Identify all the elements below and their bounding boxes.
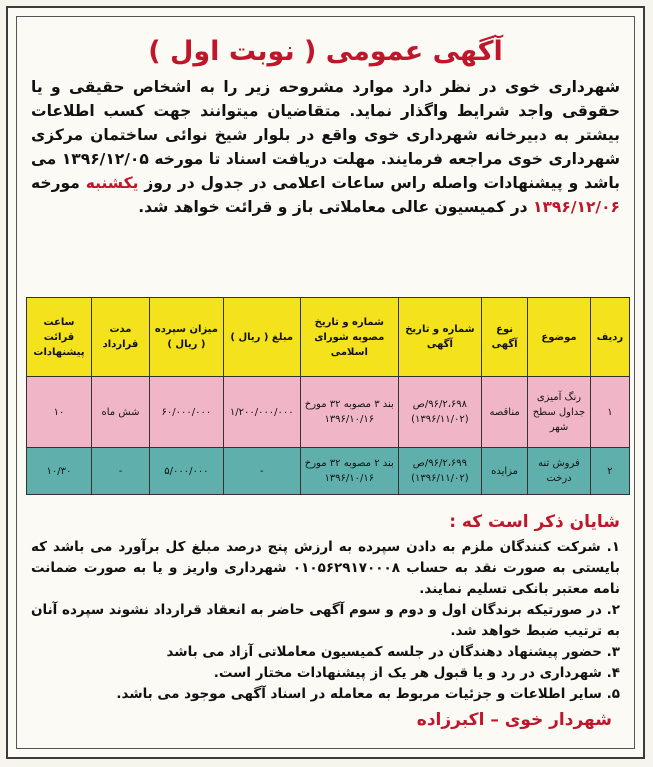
intro-date: ۱۳۹۶/۱۲/۰۶ — [532, 198, 620, 216]
cell-type: مزایده — [481, 448, 527, 495]
cell-resolution: بند ۲ مصوبه ۳۲ مورخ ۱۳۹۶/۱۰/۱۶ — [300, 448, 398, 495]
cell-resolution: بند ۳ مصوبه ۳۲ مورخ ۱۳۹۶/۱۰/۱۶ — [300, 377, 398, 448]
cell-type: مناقصه — [481, 377, 527, 448]
cell-duration: شش ماه — [91, 377, 149, 448]
table-row — [27, 377, 630, 448]
col-row-number: ردیف — [590, 298, 629, 377]
signature: شهردار خوی – اکبرزاده — [416, 710, 612, 730]
col-amount: مبلغ ( ریال ) — [223, 298, 300, 377]
col-notice-number: شماره و تاریخ آگهی — [398, 298, 481, 377]
table-row — [27, 448, 630, 495]
col-opening-time: ساعت قرائت پیشنهادات — [27, 298, 92, 377]
cell-opening-time: ۱۰ — [27, 377, 92, 448]
note-item: ۳. حضور پیشنهاد دهندگان در جلسه کمیسیون معاملاتی آزاد می باشد — [166, 644, 620, 660]
notice-title: آگهی عمومی ( نوبت اول ) — [148, 36, 503, 67]
cell-notice-number: ۹۶/۲،۶۹۹/ص (۱۳۹۶/۱۱/۰۲) — [398, 448, 481, 495]
col-resolution: شماره و تاریخ مصوبه شورای اسلامی — [300, 298, 398, 377]
notice-intro — [31, 75, 620, 219]
cell-row-number: ۲ — [590, 448, 629, 495]
cell-notice-number: ۹۶/۲،۶۹۸/ص (۱۳۹۶/۱۱/۰۲) — [398, 377, 481, 448]
notes-title: شایان ذکر است که : — [449, 512, 620, 532]
intro-day: یکشنبه — [85, 174, 139, 192]
intro-ending: در کمیسیون عالی معاملاتی باز و قرائت خواهد شد. — [138, 198, 528, 216]
note-item: ۲. در صورتیکه برندگان اول و دوم و سوم آگهی حاضر به انعقاد قرارداد نشوند سپرده آنان به ترتیب ضبط خواهد شد. — [31, 602, 620, 639]
cell-subject: فروش تنه درخت — [528, 448, 591, 495]
notes-list — [31, 537, 620, 705]
cell-row-number: ۱ — [590, 377, 629, 448]
col-deposit: میزان سپرده ( ریال ) — [150, 298, 224, 377]
col-subject: موضوع — [528, 298, 591, 377]
intro-text: شهرداری خوی در نظر دارد موارد مشروحه زیر را به اشخاص حقیقی و یا حقوقی واجد شرایط واگذار نماید. متقاضیان میتوانند جهت کسب اطلاعات بیشتر به دبیرخانه شهرداری خوی واقع در بلوار شیخ نوائی ساختمان مرکزی شهرداری خوی مراجعه فرمایند. مهلت دریافت اسناد تا مورخه ۱۳۹۶/۱۲/۰۵ می باشد و پیشنهادات واصله راس ساعات اعلامی در جدول در روز — [31, 78, 620, 192]
cell-opening-time: ۱۰/۳۰ — [27, 448, 92, 495]
intro-date-label: مورخه — [31, 174, 80, 192]
cell-amount: - — [223, 448, 300, 495]
cell-duration: - — [91, 448, 149, 495]
tenders-table — [26, 297, 630, 495]
cell-deposit: ۶۰/۰۰۰/۰۰۰ — [150, 377, 224, 448]
notice-inner-border — [16, 16, 635, 749]
note-item: ۵. سایر اطلاعات و جزئیات مربوط به معامله در اسناد آگهی موجود می باشد. — [116, 686, 620, 702]
cell-deposit: ۵/۰۰۰/۰۰۰ — [150, 448, 224, 495]
cell-subject: رنگ آمیزی جداول سطح شهر — [528, 377, 591, 448]
col-duration: مدت قرارداد — [91, 298, 149, 377]
cell-amount: ۱/۲۰۰/۰۰۰/۰۰۰ — [223, 377, 300, 448]
note-item: ۱. شرکت کنندگان ملزم به دادن سپرده به ارزش پنج درصد مبلغ کل برآورد می باشد که بایستی به صورت نقد به حساب ۰۱۰۵۶۲۹۱۷۰۰۰۸ شهرداری واریز و یا به صورت ضمانت نامه معتبر بانکی تسلیم نمایند. — [31, 539, 620, 597]
col-type: نوع آگهی — [481, 298, 527, 377]
note-item: ۴. شهرداری در رد و یا قبول هر یک از پیشنهادات مختار است. — [213, 665, 620, 681]
notice-frame — [6, 6, 645, 759]
table-header-row — [27, 298, 630, 377]
